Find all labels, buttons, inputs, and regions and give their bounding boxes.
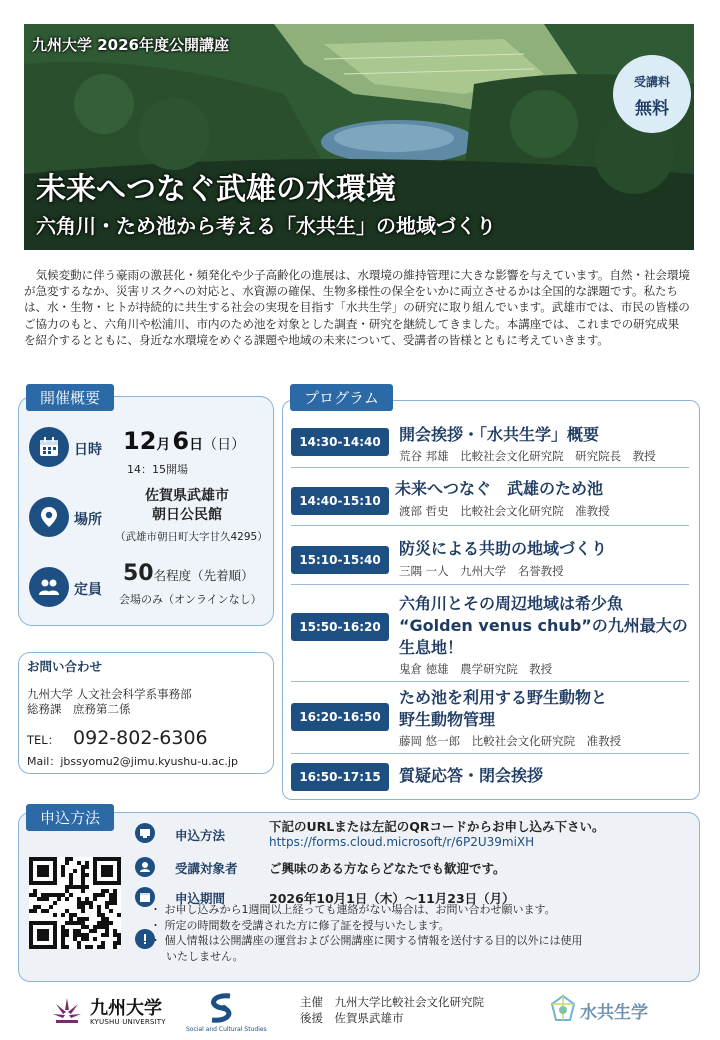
date-month: 12 bbox=[123, 427, 157, 455]
date-day-unit: 日 bbox=[189, 437, 204, 453]
note-item: ・ お申し込みから1週間以上経っても連絡がない場合は、お問い合わせ願います。 bbox=[150, 903, 556, 916]
period-value: 2026年10月1日（木）～11月23日（月） bbox=[269, 891, 515, 906]
program-title: 防災による共助の地域づくり bbox=[399, 539, 608, 558]
note-text: いたしません。 bbox=[166, 949, 244, 963]
program-title-line: “Golden venus chub”の九州最大の bbox=[399, 616, 688, 635]
contact-line2: 総務課 庶務第二係 bbox=[27, 702, 131, 716]
note-item: ・ 個人情報は公開講座の運営および公開講座に関する情報を送付する目的以外には使用 bbox=[150, 934, 583, 947]
period-label: 申込期間 bbox=[175, 891, 226, 906]
monitor-icon bbox=[135, 823, 155, 843]
contact-panel bbox=[18, 652, 274, 774]
date-month-unit: 月 bbox=[156, 437, 171, 453]
program-item bbox=[291, 539, 689, 578]
mail-label: Mail： bbox=[27, 755, 61, 768]
person-icon bbox=[135, 857, 155, 877]
hero-banner bbox=[24, 24, 694, 250]
support-label: 後援 bbox=[300, 1011, 323, 1025]
capacity-number: 50 bbox=[123, 561, 154, 586]
place-label: 場所 bbox=[74, 512, 102, 528]
contact-heading: お問い合わせ bbox=[27, 659, 103, 674]
brand-logo-icon bbox=[548, 994, 578, 1024]
page-title: 未来へつなぐ武雄の水環境 bbox=[36, 172, 396, 207]
note-item bbox=[150, 949, 583, 965]
place-address: （武雄市朝日町大字甘久4295） bbox=[115, 531, 268, 543]
hero-organizer: 九州大学 2026年度公開講座 bbox=[32, 36, 229, 54]
place-city: 佐賀県武雄市 bbox=[145, 488, 229, 504]
program-title: 未来へつなぐ 武雄のため池 bbox=[395, 479, 604, 498]
method-value: 下記のURLまたは左記のQRコードからお申し込み下さい。 bbox=[269, 819, 605, 834]
contact-org bbox=[27, 687, 192, 717]
fee-label: 受講料 bbox=[633, 75, 670, 89]
notes-list bbox=[150, 902, 583, 964]
tel-label: TEL： bbox=[27, 733, 60, 747]
program-time: 15:10-15:40 bbox=[291, 546, 389, 574]
divider bbox=[291, 467, 689, 468]
date-value bbox=[123, 427, 245, 455]
program-speaker: 鬼倉 徳雄 農学研究院 教授 bbox=[399, 662, 553, 676]
fee-value: 無料 bbox=[635, 99, 669, 119]
date-weekday: （日） bbox=[203, 437, 246, 453]
qr-code[interactable] bbox=[29, 857, 121, 949]
footer bbox=[0, 990, 720, 1040]
host-row bbox=[300, 994, 484, 1010]
program-title-line: ため池を利用する野生動物と bbox=[399, 688, 608, 707]
host-info bbox=[300, 994, 484, 1026]
contact-line1: 九州大学 人文社会科学系事務部 bbox=[27, 687, 192, 701]
note-text: 所定の時間数を受講された方に修了証を授与いたします。 bbox=[164, 918, 450, 932]
note-item: ・ 所定の時間数を受講された方に修了証を授与いたします。 bbox=[150, 918, 450, 932]
overview-heading: 開催概要 bbox=[26, 384, 114, 411]
place-venue: 朝日公民館 bbox=[152, 507, 222, 523]
support-row bbox=[300, 1010, 484, 1026]
univ-en: KYUSHU UNIVERSITY bbox=[90, 1018, 166, 1026]
brand-name: 水共生学 bbox=[580, 1003, 648, 1023]
method-label: 申込方法 bbox=[175, 828, 226, 843]
program-title: 開会挨拶・「水共生学」概要 bbox=[399, 425, 600, 444]
overview-panel bbox=[18, 396, 274, 626]
scs-name: Social and Cultural Studies bbox=[186, 1026, 267, 1033]
capacity-value bbox=[123, 561, 254, 586]
date-day: 6 bbox=[172, 427, 190, 455]
program-heading: プログラム bbox=[290, 384, 393, 411]
program-item bbox=[291, 688, 689, 748]
tel-number: 092-802-6306 bbox=[73, 727, 208, 749]
fee-badge bbox=[613, 55, 691, 133]
capacity-label: 定員 bbox=[74, 582, 102, 598]
apply-url[interactable]: https://forms.cloud.microsoft/r/6P2U39miXH bbox=[269, 835, 535, 849]
program-time: 16:20-16:50 bbox=[291, 703, 389, 731]
intro-text: 気候変動に伴う豪雨の激甚化・頻発化や少子高齢化の進展は、水環境の維持管理に大きな影響を与えています。自然・社会環境が急変するなか、災害リスクへの対応と、水資源の確保、生物多様性の保全をいかに両立させるかは全国的な課題です。私たちは、水・生物・ヒトが持続的に共生する社会の実現を目指す「水共生学」の研究に取り組んでいます。武雄市では、市民の皆様のご協力のもと、六角川や松浦川、市内のため池を対象とした調査・研究を継続してきました。本講座では、これまでの研究成果を紹介するとともに、身近な水環境をめぐる課題や地域の未来について、受講者の皆様とともに考えていきます。 bbox=[24, 268, 690, 347]
divider bbox=[291, 753, 689, 754]
scs-logo-icon bbox=[200, 992, 248, 1024]
target-label: 受講対象者 bbox=[175, 861, 238, 876]
program-speaker: 藤岡 悠一郎 比較社会文化研究院 准教授 bbox=[399, 734, 622, 748]
place-value bbox=[117, 487, 257, 525]
contact-tel bbox=[27, 727, 208, 749]
program-title: 質疑応答・閉会挨拶 bbox=[399, 766, 544, 785]
program-title bbox=[399, 687, 607, 731]
open-time: 14：15開場 bbox=[127, 463, 188, 476]
program-title bbox=[399, 593, 688, 659]
program-speaker: 三隅 一人 九州大学 名誉教授 bbox=[399, 564, 564, 578]
host-value: 九州大学比較社会文化研究院 bbox=[334, 995, 484, 1009]
program-title-line: 野生動物管理 bbox=[399, 710, 496, 729]
note-text: 個人情報は公開講座の運営および公開講座に関する情報を送付する目的以外には使用 bbox=[164, 934, 583, 947]
program-item bbox=[291, 479, 689, 518]
apply-heading: 申込方法 bbox=[26, 804, 114, 831]
program-time: 16:50-17:15 bbox=[291, 763, 389, 791]
divider bbox=[291, 525, 689, 526]
program-time: 14:40-15:10 bbox=[291, 487, 389, 515]
capacity-note: 会場のみ（オンラインなし） bbox=[119, 593, 262, 606]
divider bbox=[291, 584, 689, 585]
program-item bbox=[291, 763, 689, 785]
mail-address[interactable]: jbssyomu2@jimu.kyushu-u.ac.jp bbox=[60, 755, 238, 768]
target-value: ご興味のある方ならどなたでも歓迎です。 bbox=[269, 861, 506, 876]
program-item bbox=[291, 594, 689, 676]
kyushu-univ-logo-icon bbox=[50, 994, 84, 1028]
program-time: 14:30-14:40 bbox=[291, 428, 389, 456]
host-label: 主催 bbox=[300, 995, 323, 1009]
program-title-line: 六角川とその周辺地域は希少魚 bbox=[399, 594, 624, 613]
calendar-icon bbox=[29, 427, 69, 467]
page-subtitle: 六角川・ため池から考える「水共生」の地域づくり bbox=[36, 214, 496, 238]
contact-mail bbox=[27, 753, 238, 769]
univ-name: 九州大学 bbox=[90, 998, 162, 1019]
program-time: 15:50-16:20 bbox=[291, 613, 389, 641]
program-item bbox=[291, 425, 689, 463]
support-value: 佐賀県武雄市 bbox=[334, 1011, 404, 1025]
program-speaker: 荒谷 邦雄 比較社会文化研究院 研究院長 教授 bbox=[399, 449, 656, 463]
program-title-line: 生息地！ bbox=[399, 638, 464, 657]
map-pin-icon bbox=[29, 497, 69, 537]
program-panel bbox=[282, 400, 700, 800]
divider bbox=[291, 681, 689, 682]
program-speaker: 渡部 哲史 比較社会文化研究院 准教授 bbox=[399, 504, 610, 518]
date-label: 日時 bbox=[74, 442, 102, 458]
people-icon bbox=[29, 567, 69, 607]
capacity-unit: 名程度（先着順） bbox=[153, 568, 254, 583]
note-text: お申し込みから1週間以上経っても連絡がない場合は、お問い合わせ願います。 bbox=[164, 903, 556, 916]
